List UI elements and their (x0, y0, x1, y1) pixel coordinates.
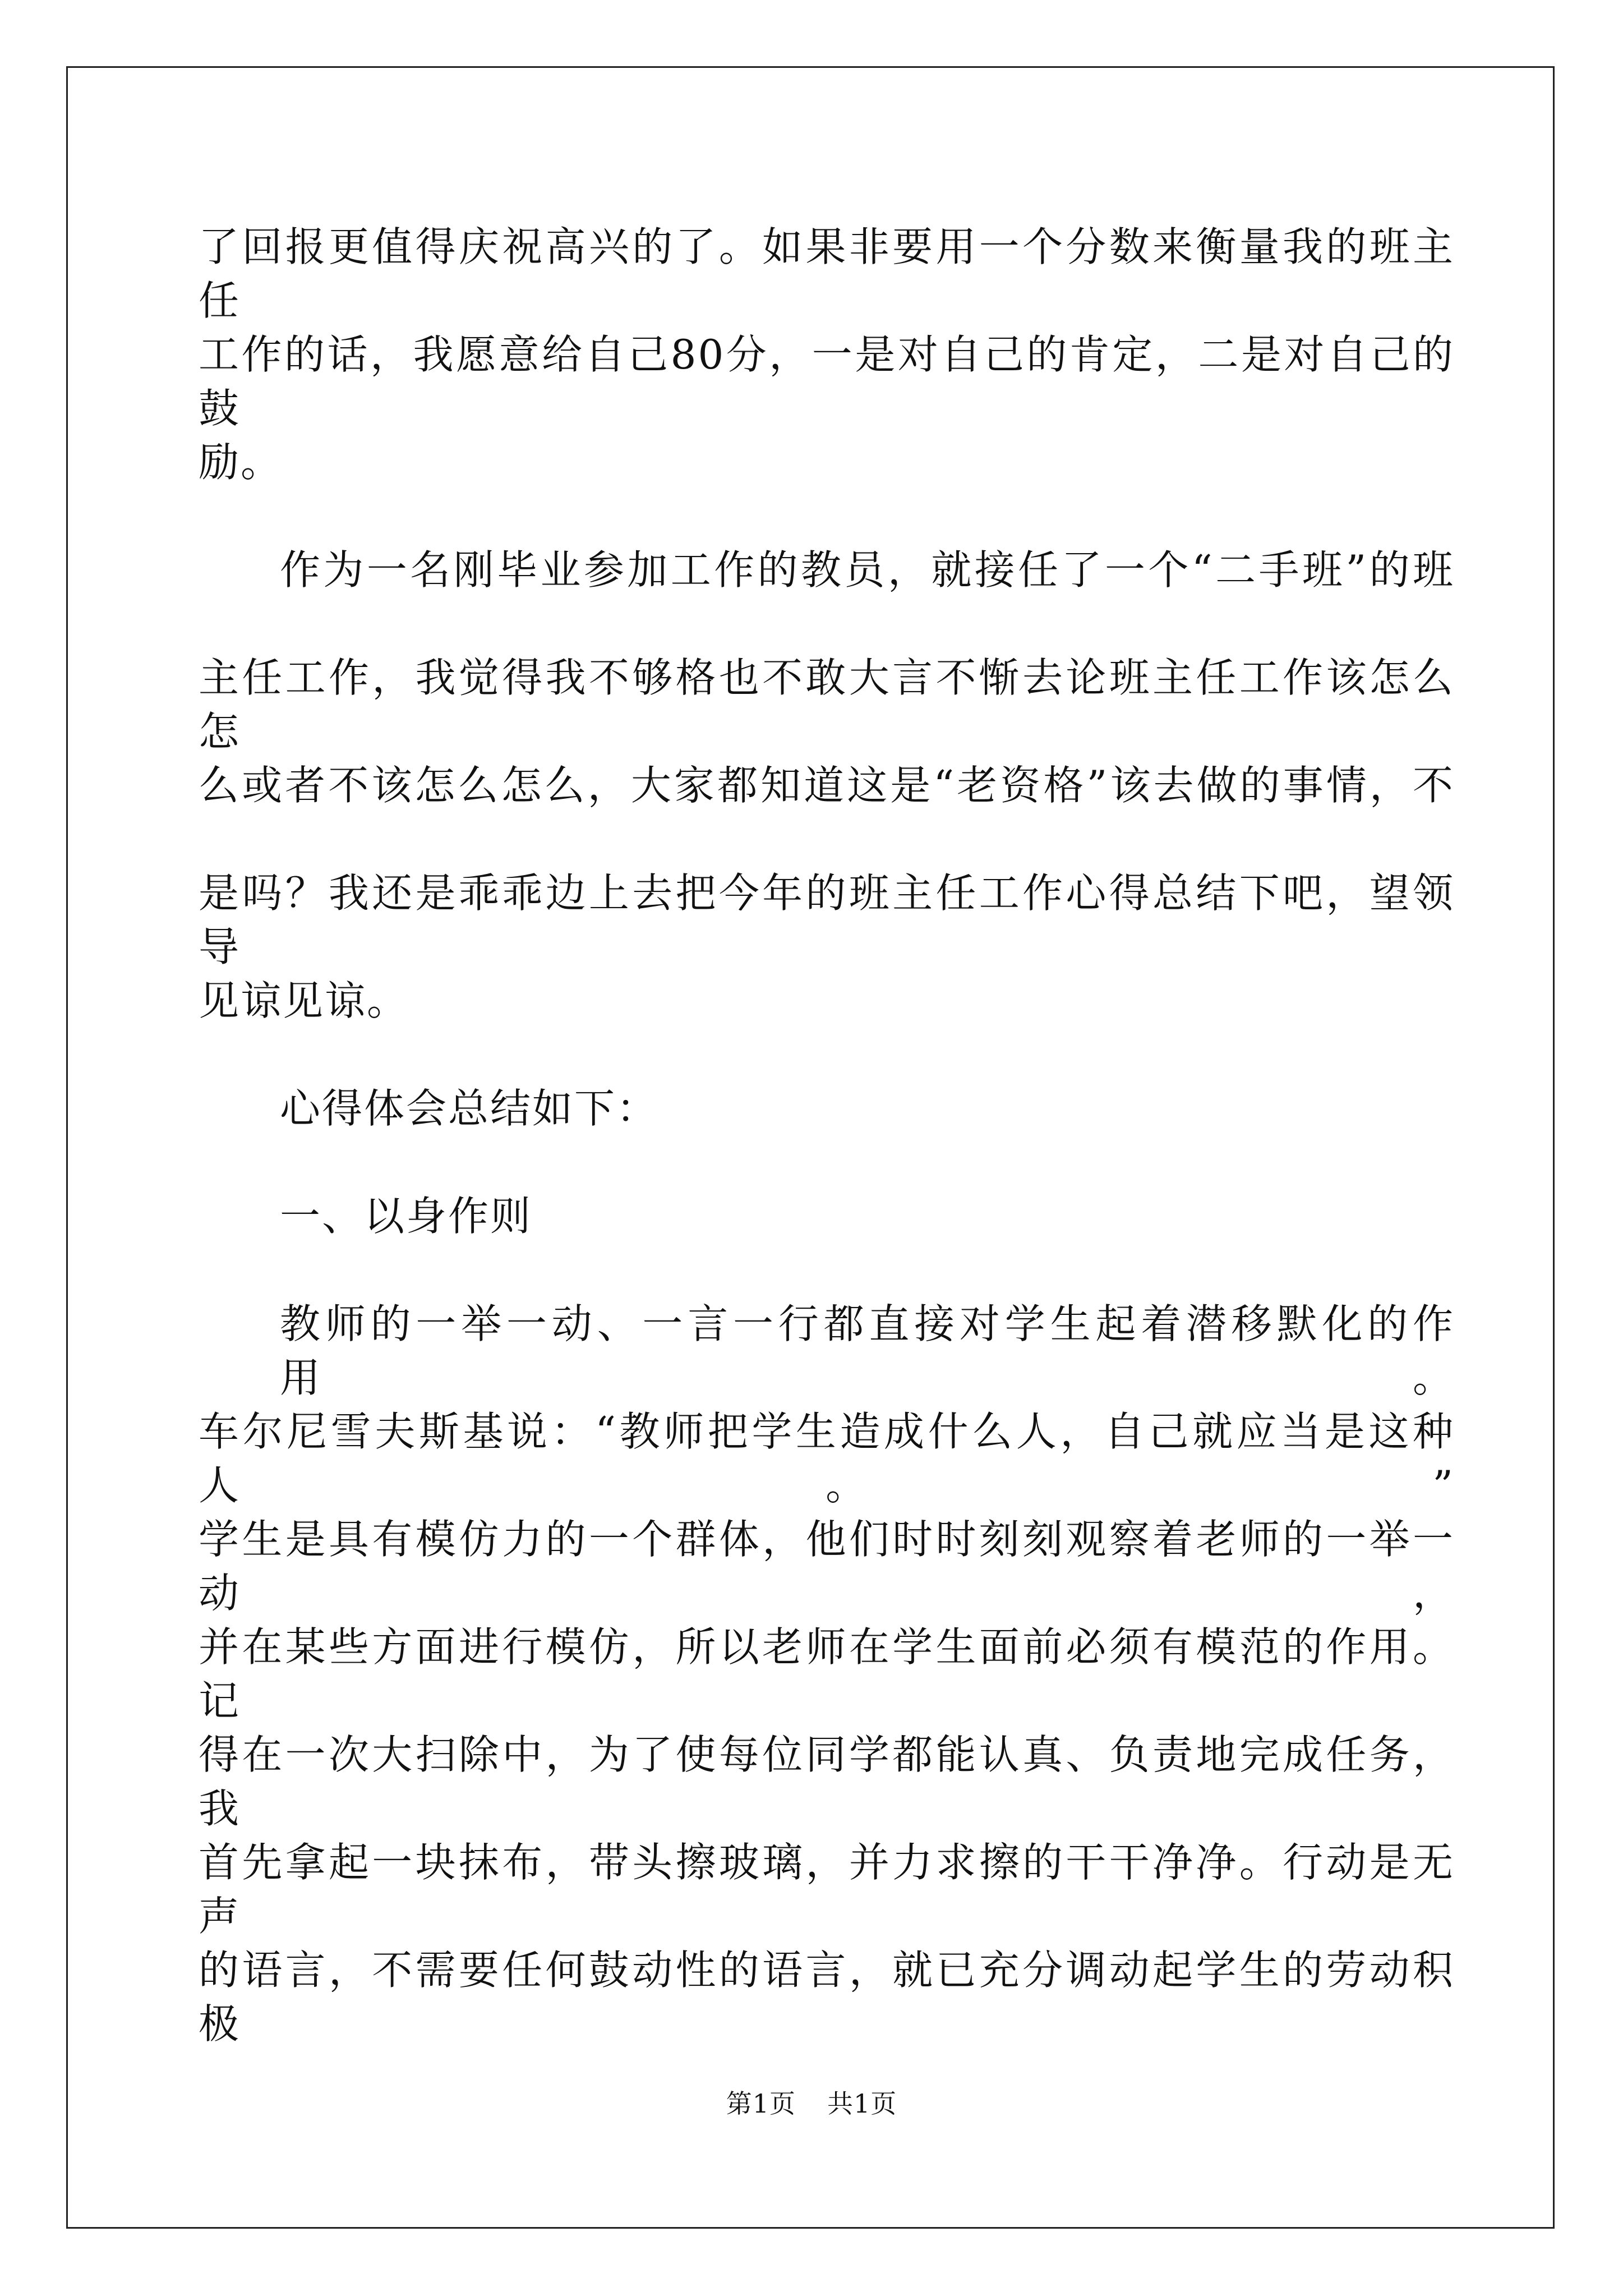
text-line: 首先拿起一块抹布，带头擦玻璃，并力求擦的干干净净。行动是无声 (199, 1839, 1455, 1940)
text-line: 教师的一举一动、一言一行都直接对学生起着潜移默化的作用。 (280, 1300, 1455, 1401)
text-line: 是吗？我还是乖乖边上去把今年的班主任工作心得总结下吧，望领导 (199, 869, 1455, 970)
text-line: 主任工作，我觉得我不够格也不敢大言不惭去论班主任工作该怎么怎 (199, 654, 1455, 755)
text-line: 么或者不该怎么怎么，大家都知道这是“老资格”该去做的事情，不 (199, 762, 1455, 809)
page-total: 共1页 (827, 2088, 897, 2119)
text-line: 得在一次大扫除中，为了使每位同学都能认真、负责地完成任务，我 (199, 1731, 1455, 1832)
text-line: 心得体会总结如下： (280, 1085, 659, 1132)
section-heading: 一、以身作则 (280, 1193, 533, 1240)
text-line: 了回报更值得庆祝高兴的了。如果非要用一个分数来衡量我的班主任 (199, 223, 1455, 324)
text-line: 见谅见谅。 (199, 977, 409, 1024)
text-line: 励。 (199, 439, 283, 486)
page-footer (0, 2087, 1623, 2120)
text-line: 学生是具有模仿力的一个群体，他们时时刻刻观察着老师的一举一动， (199, 1516, 1455, 1617)
text-line: 车尔尼雪夫斯基说：“教师把学生造成什么人，自己就应当是这种人。” (199, 1408, 1455, 1509)
text-line: 并在某些方面进行模仿，所以老师在学生面前必须有模范的作用。记 (199, 1623, 1455, 1724)
page-number: 第1页 (726, 2088, 796, 2119)
text-line: 工作的话，我愿意给自己80分，一是对自己的肯定，二是对自己的鼓 (199, 331, 1455, 432)
text-line: 作为一名刚毕业参加工作的教员，就接任了一个“二手班”的班 (280, 546, 1455, 593)
text-line: 的语言，不需要任何鼓动性的语言，就已充分调动起学生的劳动积极 (199, 1947, 1455, 2047)
